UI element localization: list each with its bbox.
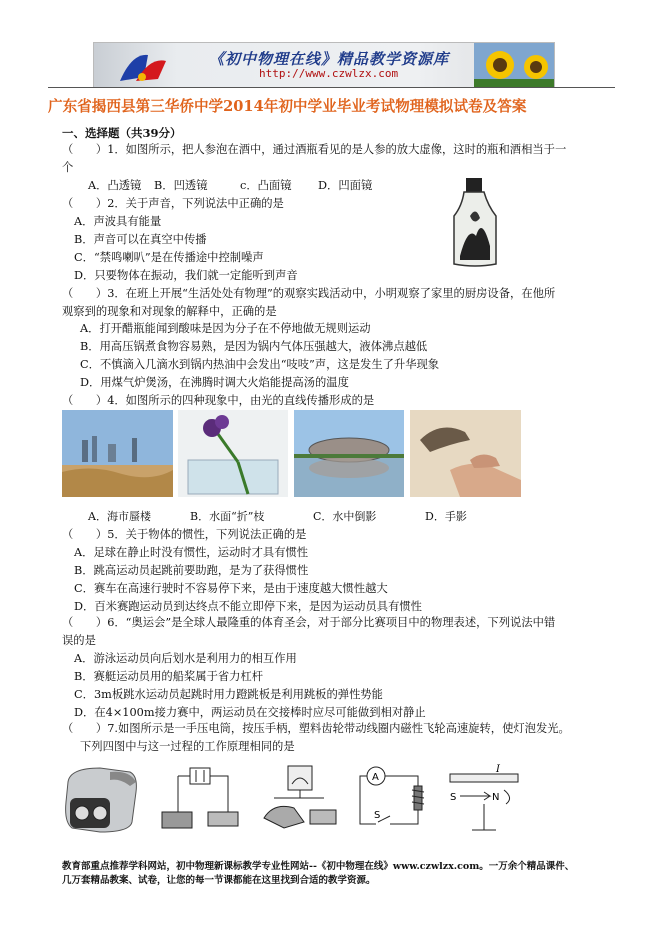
header-rule	[48, 87, 615, 88]
electromagnet-diagram	[356, 764, 438, 836]
q2-option-b: B．声音可以在真空中传播	[74, 233, 207, 246]
water-reflection-photo	[294, 410, 404, 497]
q3-stem: （ ）3．在班上开展“生活处处有物理”的观察实践活动中，小明观察了家里的厨房设备，在他所	[62, 287, 556, 300]
q3-option-a: A．打开醋瓶能闻到酸味是因为分子在不停地做无规则运动	[80, 322, 371, 335]
ammeter-label: A	[372, 772, 379, 783]
sunflower-icon	[474, 43, 554, 87]
footer-line-1: 教育部重点推荐学科网站，初中物理新课标教学专业性网站--《初中物理在线》www.czwlzx.com。一万余个精品课件、	[62, 861, 575, 872]
q1-option-c: c．凸面镜	[240, 179, 292, 192]
circuit-diagram-a	[148, 762, 248, 838]
header-banner	[93, 42, 555, 88]
hand-shadow-photo	[410, 410, 521, 497]
magnet-conductor-diagram	[446, 764, 522, 836]
footer-line-2: 几万套精品教案、试卷，让您的每一节课都能在这里找到合适的教学资源。	[62, 875, 376, 886]
q1-stem: （ ）1．如图所示，把人参泡在酒中，通过酒瓶看见的是人参的放大虚像，这时的瓶和酒相当于一	[62, 143, 567, 156]
q6-stem: （ ）6．“奥运会”是全球人最隆重的体育圣会，对于部分比赛项目中的物理表述，下列说法中错	[62, 616, 556, 629]
current-label: I	[496, 764, 500, 775]
hand-flashlight-image	[60, 762, 142, 838]
q3-option-c: C．不慎滴入几滴水到锅内热油中会发出“吱吱”声，这是发生了升华现象	[80, 358, 440, 371]
q6-option-a: A．游泳运动员向后划水是利用力的相互作用	[74, 652, 297, 665]
q3-stem-cont: 观察到的现象和对现象的解释中，正确的是	[62, 305, 277, 318]
q7-stem-cont: 下列四图中与这一过程的工作原理相同的是	[80, 740, 295, 753]
q3-option-d: D．用煤气炉煲汤，在沸腾时调大火焰能提高汤的温度	[80, 376, 349, 389]
section-heading: 一、选择题（共39分）	[62, 126, 182, 140]
q1-option-a: A．凸透镜	[88, 179, 142, 192]
q4-option-a: A．海市蜃楼	[88, 510, 151, 523]
q6-option-c: C．3m板跳水运动员起跳时用力蹬跳板是利用跳板的弹性势能	[74, 688, 383, 701]
q1-option-b: B．凹透镜	[154, 179, 208, 192]
q6-option-d: D．在4×100m接力赛中，两运动员在交接棒时应尽可能做到相对静止	[74, 706, 426, 719]
banner-title: 《初中物理在线》精品教学资源库	[209, 50, 450, 68]
q6-option-b: B．赛艇运动员用的船桨属于省力杠杆	[74, 670, 264, 683]
page-footer	[62, 860, 622, 888]
magnet-n-label: N	[492, 792, 500, 803]
q2-stem: （ ）2．关于声音，下列说法中正确的是	[62, 197, 284, 210]
bent-stick-photo	[178, 410, 288, 497]
q1-stem-cont: 个	[62, 161, 74, 174]
q4-option-d: D．手影	[425, 510, 467, 523]
circuit-diagram-b	[254, 762, 342, 838]
q2-option-c: C．“禁鸣喇叭”是在传播途中控制噪声	[74, 251, 264, 264]
q2-option-d: D．只要物体在振动，我们就一定能听到声音	[74, 269, 298, 282]
q2-option-a: A．声波具有能量	[74, 215, 162, 228]
site-logo	[114, 47, 174, 85]
q1-option-d: D．凹面镜	[318, 179, 373, 192]
q7-stem: （ ）7.如图所示是一手压电筒，按压手柄，塑料齿轮带动线圈内磁性飞轮高速旋转，使灯泡发光。	[62, 722, 570, 735]
q4-option-c: C．水中倒影	[313, 510, 377, 523]
mirage-photo	[62, 410, 173, 497]
banner-url[interactable]: http://www.czwlzx.com	[259, 67, 399, 80]
q4-option-b: B．水面“折”枝	[190, 510, 265, 523]
q3-option-b: B．用高压锅煮食物容易熟，是因为锅内气体压强越大，液体沸点越低	[80, 340, 428, 353]
q5-option-d: D．百米赛跑运动员到达终点不能立即停下来，是因为运动员具有惯性	[74, 600, 422, 613]
q4-stem: （ ）4．如图所示的四种现象中，由光的直线传播形成的是	[62, 394, 375, 407]
wine-bottle-image	[446, 176, 504, 268]
page-title: 广东省揭西县第三华侨中学2014年初中学业毕业考试物理模拟试卷及答案	[48, 98, 527, 115]
magnet-s-label: S	[450, 792, 457, 803]
q5-option-a: A．足球在静止时没有惯性，运动时才具有惯性	[74, 546, 309, 559]
switch-label: S	[374, 810, 381, 821]
q5-option-c: C．赛车在高速行驶时不容易停下来，是由于速度越大惯性越大	[74, 582, 388, 595]
q5-stem: （ ）5．关于物体的惯性，下列说法正确的是	[62, 528, 307, 541]
q6-stem-cont: 误的是	[62, 634, 96, 647]
q5-option-b: B．跳高运动员起跳前要助跑，是为了获得惯性	[74, 564, 309, 577]
